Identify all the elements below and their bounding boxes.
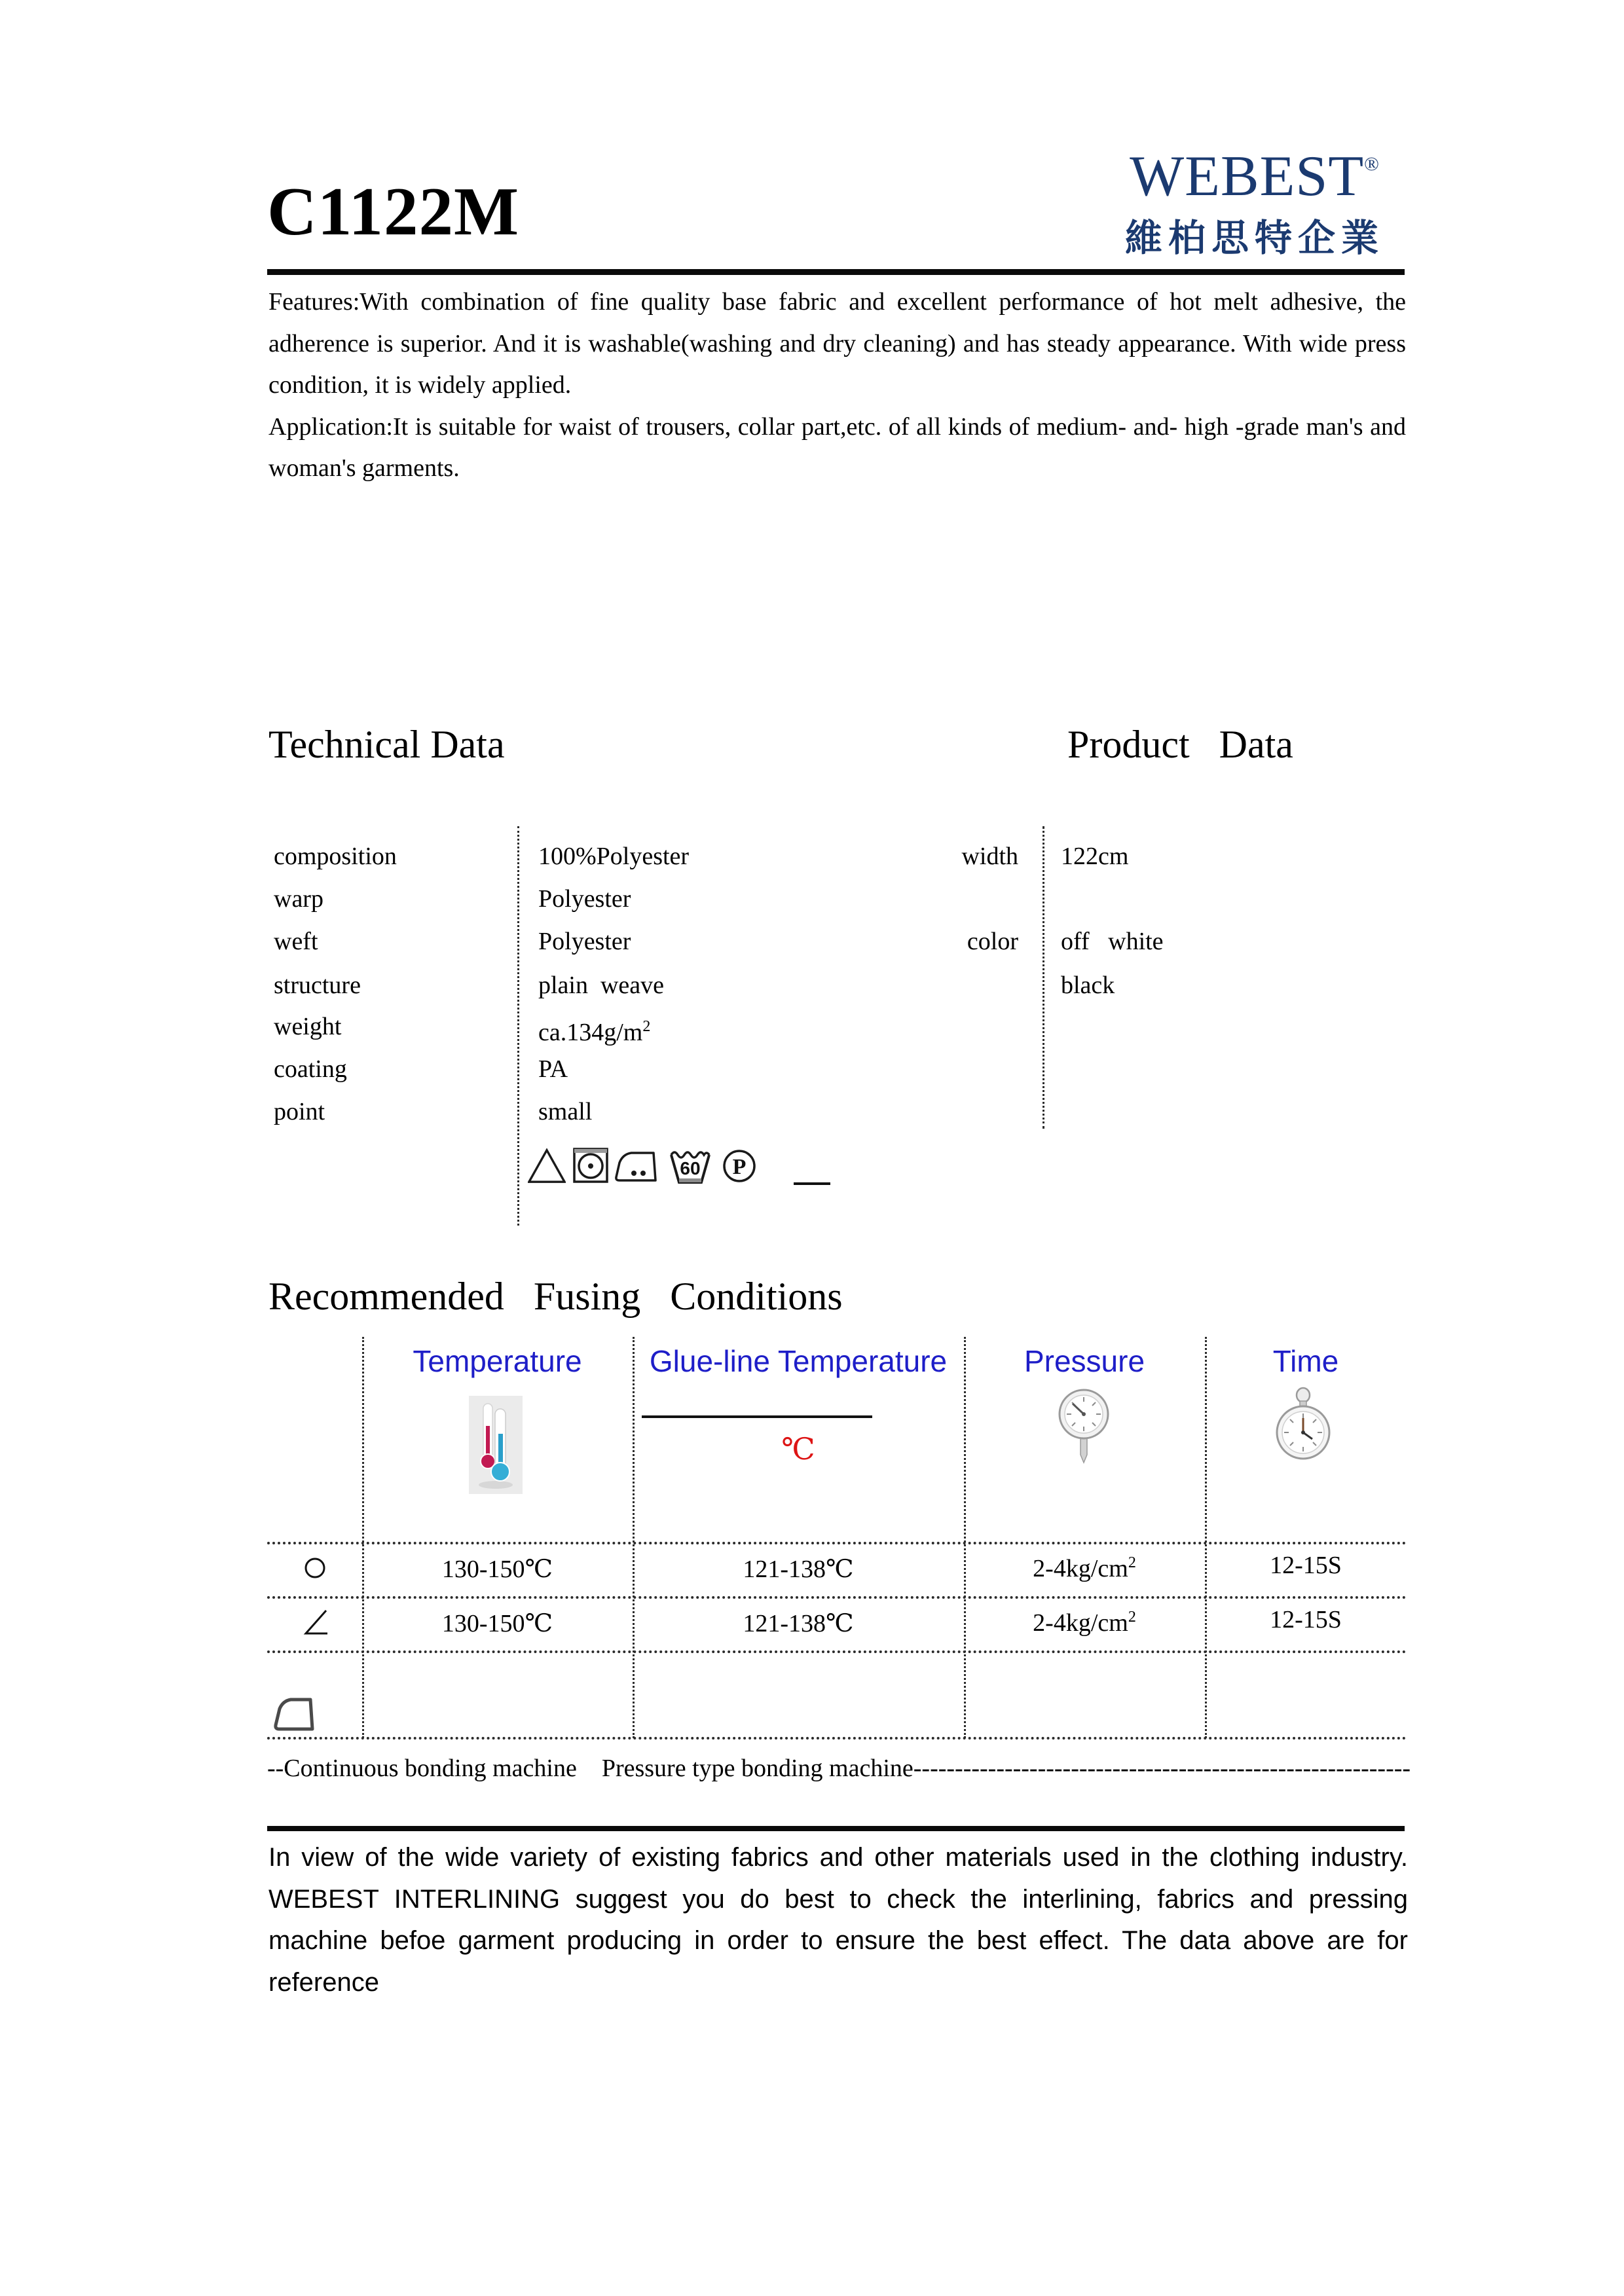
pressure-value: $2-4kg/cm^2$ <box>1033 1609 1136 1637</box>
fusing-row-divider <box>267 1542 1407 1544</box>
iron-medium-icon <box>614 1151 657 1182</box>
brand-logo <box>1107 145 1403 262</box>
column-header-temperature: Temperature <box>413 1344 582 1378</box>
page-title: C1122M <box>267 173 520 249</box>
time-value: 12-15S <box>1270 1606 1342 1633</box>
row-symbol-circle-icon <box>304 1557 326 1579</box>
brand-name: WEBEST <box>1130 145 1365 208</box>
tech-label: composition <box>274 843 397 870</box>
bonding-machine-caption: --Continuous bonding machine Pressure type bonding machine------------------------------------------------------------ <box>267 1755 1411 1782</box>
pressure-value: $2-4kg/cm^2$ <box>1033 1554 1136 1582</box>
tech-label: weft <box>274 928 318 955</box>
footer-rule <box>267 1826 1405 1831</box>
wash-60-icon <box>668 1144 712 1188</box>
column-header-time: Time <box>1272 1344 1339 1378</box>
svg-text:60: 60 <box>680 1158 701 1178</box>
product-value: black <box>1061 972 1115 999</box>
fusing-column-divider <box>362 1337 364 1738</box>
time-value: 12-15S <box>1270 1552 1342 1579</box>
pressure-gauge-icon <box>1057 1385 1111 1467</box>
tumble-dry-icon <box>572 1147 609 1184</box>
fusing-row-divider <box>267 1737 1407 1740</box>
tech-value: 100%Polyester <box>538 843 690 870</box>
column-header-pressure: Pressure <box>1024 1344 1145 1378</box>
tech-value: plain weave <box>538 972 665 999</box>
features-paragraph: Features:With combination of fine quality base fabric and excellent performance of hot melt adhesive, the adherence is superior. And it is washable(washing and dry cleaning) and has steady appearance. With wide press condition, it is widely applied. <box>268 288 1406 399</box>
column-header-glue-line: Glue-line Temperature <box>649 1344 948 1378</box>
fusing-column-divider <box>633 1337 635 1738</box>
registered-mark: ® <box>1364 153 1380 175</box>
product-value: 122cm <box>1061 843 1129 870</box>
product-data-title: Product Data <box>1067 723 1293 766</box>
stopwatch-icon <box>1274 1387 1332 1462</box>
product-label: width <box>961 843 1018 870</box>
product-divider <box>1043 826 1044 1129</box>
fusing-column-divider <box>1205 1337 1207 1738</box>
footer-note: In view of the wide variety of existing fabrics and other materials used in the clothing industry. WEBEST INTERLINING suggest you do best to check the interlining, fabrics and pressing machine befoe garment producing in order to ensure the best effect. The data above are for reference <box>268 1843 1408 1997</box>
dry-clean-p-icon <box>722 1148 757 1184</box>
product-value: off white <box>1061 928 1164 955</box>
technical-data-title: Technical Data <box>268 723 505 766</box>
bleach-triangle-icon <box>528 1147 566 1185</box>
row-symbol-angle-icon <box>300 1607 329 1636</box>
row-symbol-iron-icon <box>272 1696 316 1734</box>
tech-label: coating <box>274 1055 347 1083</box>
svg-text:P: P <box>732 1155 747 1179</box>
tech-label: weight <box>274 1013 342 1040</box>
temperature-value: 130-150℃ <box>441 1556 553 1583</box>
fusing-row-divider <box>267 1596 1407 1599</box>
product-label: color <box>967 928 1018 955</box>
brand-chinese-name: 維柏思特企業 <box>1125 217 1384 259</box>
glue-line-underline <box>642 1415 872 1418</box>
underline-icon <box>794 1182 830 1185</box>
tech-label: warp <box>274 885 323 913</box>
tech-value: $ca.134g/m^2$ <box>538 1018 651 1046</box>
fusing-row-divider <box>267 1650 1407 1653</box>
brand-wordmark <box>1107 145 1403 208</box>
fusing-column-divider <box>964 1337 966 1738</box>
application-paragraph: Application:It is suitable for waist of trousers, collar part,etc. of all kinds of medium- and- high -grade man's and woman's garments. <box>268 412 1406 482</box>
fusing-conditions-title: Recommended Fusing Conditions <box>268 1275 843 1318</box>
tech-value: Polyester <box>538 885 631 913</box>
tech-label: point <box>274 1098 325 1125</box>
intro-paragraphs <box>268 282 1406 490</box>
thermometer-icon <box>469 1396 523 1494</box>
glue-line-unit: ℃ <box>781 1432 815 1466</box>
glue-line-value: 121-138℃ <box>743 1556 854 1583</box>
header-rule <box>267 269 1405 275</box>
tech-label: structure <box>274 972 361 999</box>
tech-value: PA <box>538 1055 568 1083</box>
technical-divider <box>517 826 519 1226</box>
temperature-value: 130-150℃ <box>441 1610 553 1637</box>
tech-value: Polyester <box>538 928 631 955</box>
tech-value: small <box>538 1098 593 1125</box>
glue-line-value: 121-138℃ <box>743 1610 854 1637</box>
